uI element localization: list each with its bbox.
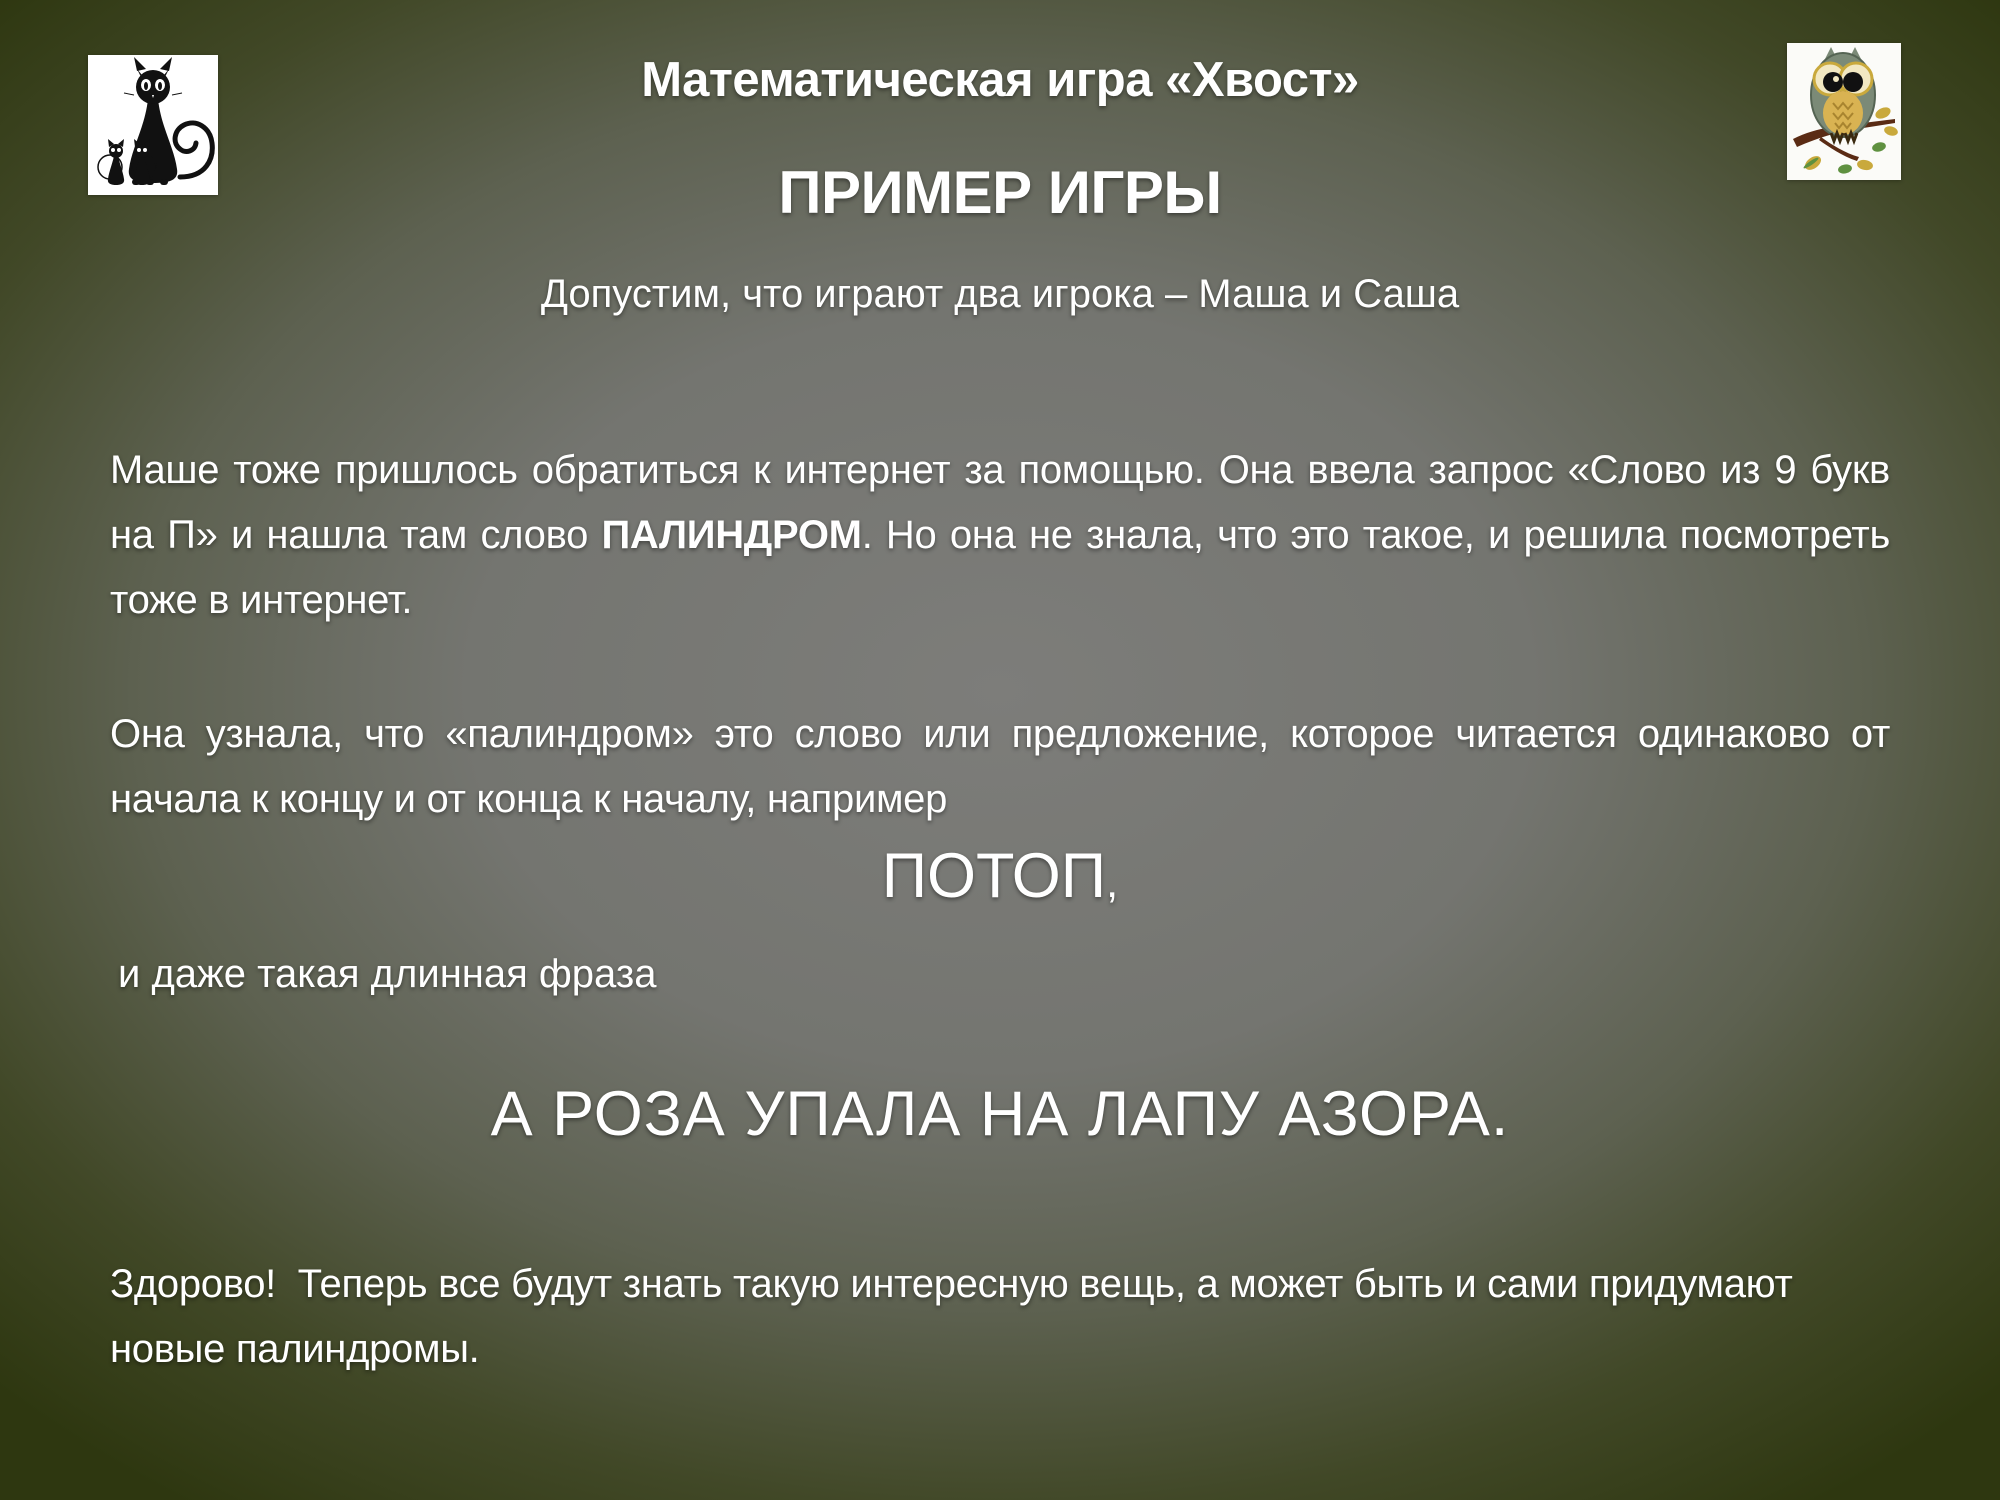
- paragraph-definition: Она узнала, что «палиндром» это слово или предложение, которое читается одинаково от начала к концу и от конца к началу, например: [110, 712, 1890, 821]
- example-word-comma: ,: [1106, 858, 1119, 907]
- intro-line: Допустим, что играют два игрока – Маша и Саша: [540, 272, 1460, 316]
- closing-paragraph: Здорово! Теперь все будут знать такую интересную вещь, а может быть и сами придумают новые палиндромы.: [110, 1262, 1804, 1371]
- palindrome-phrase: А РОЗА УПАЛА НА ЛАПУ АЗОРА.: [490, 1079, 1510, 1149]
- paragraph-masha-search: [110, 438, 1890, 632]
- paragraph1-text-after: . Но она не знала, что это такое, и решила посмотреть тоже в интернет.: [110, 512, 1890, 622]
- paragraph1-bold-word: ПАЛИНДРОМ: [601, 512, 862, 557]
- example-word-line: [0, 840, 2000, 912]
- paragraph1-text-before: Маше тоже пришлось обратиться к интернет за помощью. Она ввела запрос «Слово из 9 букв на П» и нашла там слово: [110, 448, 1890, 557]
- example-word: ПОТОП: [881, 841, 1106, 911]
- phrase-note: и даже такая длинная фраза: [118, 952, 657, 996]
- slide-title: Математическая игра «Хвост»: [641, 53, 1359, 107]
- slide-heading: ПРИМЕР ИГРЫ: [778, 159, 1222, 226]
